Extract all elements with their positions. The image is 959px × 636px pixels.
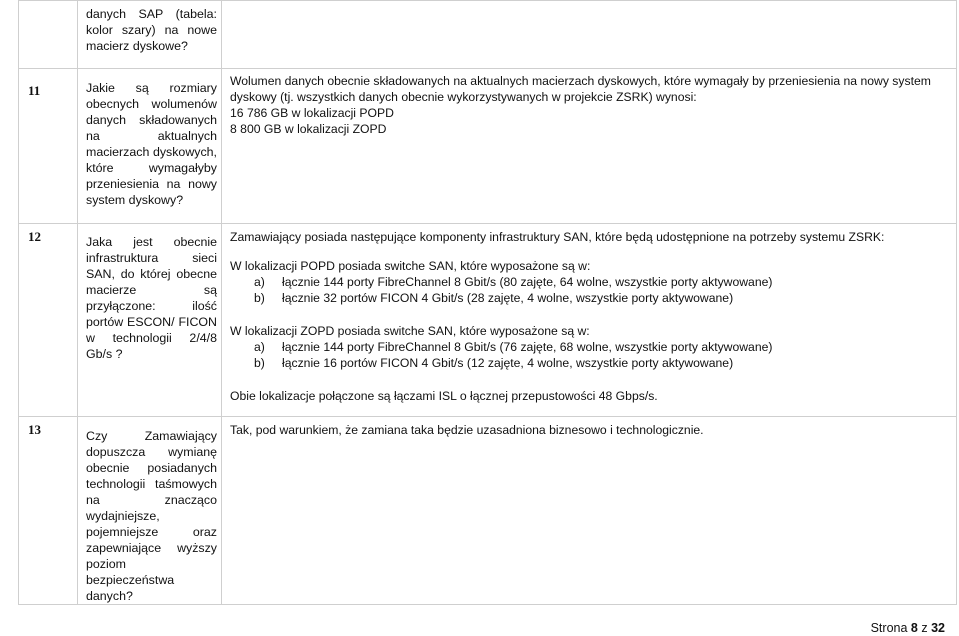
zopd-title: W lokalizacji ZOPD posiada switche SAN, które wyposażone są w: <box>230 324 590 338</box>
qa-table <box>18 0 957 605</box>
answer-intro: Zamawiający posiada następujące komponenty infrastruktury SAN, które będą udostępnione na potrzeby systemu ZSRK: <box>230 230 885 244</box>
zopd-list <box>230 339 950 371</box>
isl-note: Obie lokalizacje połączone są łączami ISL o łącznej przepustowości 48 Gbps/s. <box>230 389 658 403</box>
row-number: 11 <box>28 83 41 98</box>
question-cell <box>78 417 222 605</box>
answer-cell <box>222 69 957 224</box>
question-text: Jaka jest obecnie infrastruktura sieci SAN, do której obecne macierze są przyłączone: ilość portów ESCON/ FICON w technologii 2/4/8 Gb/s ? <box>86 235 217 361</box>
page-current: 8 <box>910 621 918 635</box>
answer-cell <box>222 1 957 69</box>
question-cell <box>78 1 222 69</box>
table-row <box>19 69 957 224</box>
table-row <box>19 224 957 417</box>
row-number: 13 <box>28 422 41 437</box>
page-total: 32 <box>931 621 945 635</box>
question-text: danych SAP (tabela: kolor szary) na nowe macierz dyskowe? <box>86 7 217 53</box>
popd-title: W lokalizacji POPD posiada switche SAN, które wyposażone są w: <box>230 259 591 273</box>
question-text: Czy Zamawiający dopuszcza wymianę obecnie posiadanych technologii taśmowych na znacząco wydajniejsze, pojemniejsze oraz zapewniające wyższy poziom bezpieczeństwa danych? <box>86 429 217 603</box>
list-item: a) łącznie 144 porty FibreChannel 8 Gbit/s (80 zajęte, 64 wolne, wszystkie porty aktywowane) <box>254 275 773 289</box>
list-item: a) łącznie 144 porty FibreChannel 8 Gbit/s (76 zajęte, 68 wolne, wszystkie porty aktywowane) <box>254 340 773 354</box>
row-number <box>19 1 78 69</box>
list-item: b) łącznie 32 portów FICON 4 Gbit/s (28 zajęte, 4 wolne, wszystkie porty aktywowane) <box>254 291 734 305</box>
answer-cell <box>222 417 957 605</box>
table-row <box>19 417 957 605</box>
page-footer <box>871 621 945 635</box>
answer-text: 8 800 GB w lokalizacji ZOPD <box>230 122 387 136</box>
question-cell <box>78 69 222 224</box>
question-text: Jakie są rozmiary obecnych wolumenów danych składowanych na aktualnych macierzach dyskowych, które wymagałyby przeniesienia na nowy system dyskowy? <box>86 81 217 207</box>
list-item: b) łącznie 16 portów FICON 4 Gbit/s (12 zajęte, 4 wolne, wszystkie porty aktywowane) <box>254 356 734 370</box>
page-label: Strona <box>870 621 908 635</box>
answer-text: 16 786 GB w lokalizacji POPD <box>230 106 394 120</box>
table-row <box>19 1 957 69</box>
answer-text: Wolumen danych obecnie składowanych na aktualnych macierzach dyskowych, które wymagały by przeniesienia na nowy system dyskowy (tj. wszystkich danych obecnie wykorzystywanych w projekcie ZSRK) wynosi: <box>230 74 931 104</box>
question-cell <box>78 224 222 417</box>
answer-cell <box>222 224 957 417</box>
answer-text: Tak, pod warunkiem, że zamiana taka będzie uzasadniona biznesowo i technologicznie. <box>230 423 704 437</box>
page-separator: z <box>921 621 928 635</box>
row-number: 12 <box>28 229 41 244</box>
popd-list <box>230 274 950 306</box>
